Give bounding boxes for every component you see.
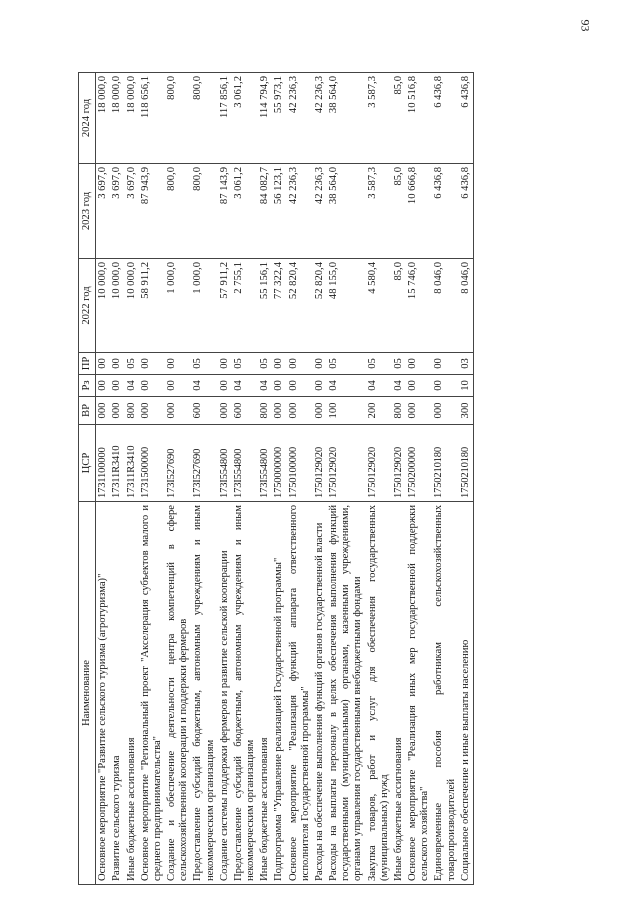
row-csr: 173I527690 [191,425,217,502]
header-vr: ВР [79,397,96,425]
row-pr: 00 [432,353,458,375]
row-name: Создание и обеспечение деятельности центра компетенций в сфере сельскохозяйственной кооперации и поддержки фермеров [165,502,191,885]
row-amount-2024: 55 973,1 [272,73,286,164]
row-rz: 04 [327,375,366,397]
row-pr: 00 [406,353,432,375]
row-vr: 000 [218,397,232,425]
row-amount-2024: 18 000,0 [96,73,111,164]
row-rz: 04 [366,375,392,397]
row-name: Подпрограмма "Управление реализацией Государственной программы" [272,502,286,885]
table-row [232,73,258,885]
row-csr: 1750129020 [366,425,392,502]
row-amount-2024: 6 436,8 [459,73,474,164]
table-row [125,73,139,885]
row-pr: 00 [218,353,232,375]
row-rz: 00 [218,375,232,397]
row-csr: 1750210180 [459,425,474,502]
row-vr: 100 [327,397,366,425]
row-csr: 1750000000 [272,425,286,502]
row-pr: 05 [392,353,406,375]
row-pr: 00 [96,353,111,375]
table-row [366,73,392,885]
row-amount-2023: 84 082,7 [258,164,272,259]
row-amount-2022: 15 746,0 [406,259,432,353]
row-amount-2023: 6 436,8 [432,164,458,259]
row-amount-2023: 87 143,9 [218,164,232,259]
row-amount-2023: 38 564,0 [327,164,366,259]
row-amount-2024: 85,0 [392,73,406,164]
row-amount-2022: 8 046,0 [459,259,474,353]
row-rz: 04 [191,375,217,397]
row-vr: 200 [366,397,392,425]
row-csr: 17311R3410 [125,425,139,502]
row-pr: 00 [165,353,191,375]
row-name: Иные бюджетные ассигнования [258,502,272,885]
row-amount-2022: 52 820,4 [287,259,313,353]
row-pr: 05 [327,353,366,375]
table-row [191,73,217,885]
row-amount-2024: 42 236,3 [313,73,327,164]
row-vr: 000 [313,397,327,425]
row-vr: 000 [139,397,165,425]
row-vr: 800 [392,397,406,425]
row-pr: 00 [139,353,165,375]
row-vr: 600 [191,397,217,425]
row-name: Расходы на обеспечение выполнения функций органов государственной власти [313,502,327,885]
row-csr: 1750129020 [392,425,406,502]
row-csr: 173I527690 [165,425,191,502]
row-name: Основное мероприятие "Развитие сельского туризма (агротуризма)" [96,502,111,885]
row-csr: 1750129020 [327,425,366,502]
row-amount-2023: 42 236,3 [313,164,327,259]
row-name: Единовременные пособия работникам сельскохозяйственных товаропроизводителей [432,502,458,885]
row-csr: 1750210180 [432,425,458,502]
table-row [258,73,272,885]
row-name: Основное мероприятие "Реализация функций аппарата ответственного исполнителя Государственной программы" [287,502,313,885]
row-amount-2022: 85,0 [392,259,406,353]
row-rz: 04 [392,375,406,397]
row-amount-2023: 800,0 [165,164,191,259]
row-rz: 04 [232,375,258,397]
row-amount-2022: 52 820,4 [313,259,327,353]
row-amount-2024: 118 656,1 [139,73,165,164]
row-name: Развитие сельского туризма [110,502,124,885]
row-amount-2023: 3 697,0 [96,164,111,259]
table-row [432,73,458,885]
row-amount-2022: 8 046,0 [432,259,458,353]
row-rz: 00 [110,375,124,397]
row-amount-2023: 10 666,8 [406,164,432,259]
row-amount-2023: 56 123,1 [272,164,286,259]
row-vr: 000 [165,397,191,425]
table-row [459,73,474,885]
row-amount-2022: 48 155,0 [327,259,366,353]
row-amount-2024: 800,0 [165,73,191,164]
row-pr: 05 [191,353,217,375]
row-pr: 05 [366,353,392,375]
row-rz: 00 [139,375,165,397]
row-pr: 00 [287,353,313,375]
row-amount-2024: 18 000,0 [125,73,139,164]
header-2024: 2024 год [79,73,96,164]
row-amount-2022: 58 911,2 [139,259,165,353]
row-csr: 1750100000 [287,425,313,502]
table-row [139,73,165,885]
row-vr: 000 [287,397,313,425]
row-amount-2022: 77 322,4 [272,259,286,353]
row-pr: 05 [258,353,272,375]
row-vr: 000 [96,397,111,425]
row-csr: 1750200000 [406,425,432,502]
table-row [392,73,406,885]
table-header-row [79,73,96,885]
row-amount-2022: 1 000,0 [191,259,217,353]
row-amount-2023: 3 697,0 [110,164,124,259]
row-rz: 00 [287,375,313,397]
row-amount-2022: 55 156,1 [258,259,272,353]
row-rz: 04 [258,375,272,397]
row-name: Закупка товаров, работ и услуг для обеспечения государственных (муниципальных) нужд [366,502,392,885]
row-amount-2023: 3 587,3 [366,164,392,259]
header-csr: ЦСР [79,425,96,502]
row-amount-2022: 4 580,4 [366,259,392,353]
row-pr: 00 [110,353,124,375]
row-amount-2024: 3 587,3 [366,73,392,164]
table-row [313,73,327,885]
header-2022: 2022 год [79,259,96,353]
row-name: Иные бюджетные ассигнования [125,502,139,885]
row-pr: 00 [313,353,327,375]
row-amount-2024: 38 564,0 [327,73,366,164]
row-amount-2023: 6 436,8 [459,164,474,259]
row-amount-2023: 42 236,3 [287,164,313,259]
row-amount-2022: 10 000,0 [110,259,124,353]
row-rz: 00 [272,375,286,397]
row-name: Социальное обеспечение и иные выплаты населению [459,502,474,885]
table-row [110,73,124,885]
row-name: Расходы на выплаты персоналу в целях обеспечения выполнения функций государственными (муниципальными) органами, казенными учреждениями, органами управления государственными внебюджетными фондами [327,502,366,885]
row-amount-2024: 3 061,2 [232,73,258,164]
budget-table [78,72,474,885]
row-vr: 000 [432,397,458,425]
row-vr: 000 [406,397,432,425]
row-rz: 00 [406,375,432,397]
row-vr: 800 [125,397,139,425]
row-amount-2023: 3 697,0 [125,164,139,259]
table-row [406,73,432,885]
table-row [272,73,286,885]
row-amount-2022: 10 000,0 [96,259,111,353]
row-amount-2024: 10 516,8 [406,73,432,164]
row-amount-2024: 42 236,3 [287,73,313,164]
row-vr: 000 [272,397,286,425]
table-row [165,73,191,885]
row-vr: 600 [232,397,258,425]
row-csr: 1731500000 [139,425,165,502]
row-rz: 00 [96,375,111,397]
row-csr: 173I554800 [258,425,272,502]
row-csr: 173I554800 [218,425,232,502]
row-rz: 10 [459,375,474,397]
row-pr: 03 [459,353,474,375]
row-name: Создание системы поддержки фермеров и развитие сельской кооперации [218,502,232,885]
row-pr: 00 [272,353,286,375]
header-pr: ПР [79,353,96,375]
header-rz: Рз [79,375,96,397]
row-csr: 17311R3410 [110,425,124,502]
row-csr: 1750129020 [313,425,327,502]
row-vr: 000 [110,397,124,425]
row-rz: 00 [165,375,191,397]
row-amount-2024: 800,0 [191,73,217,164]
row-amount-2023: 800,0 [191,164,217,259]
table-row [96,73,111,885]
row-name: Предоставление субсидий бюджетным, автономным учреждениям и иным некоммерческим организациям [232,502,258,885]
row-amount-2024: 117 856,1 [218,73,232,164]
table-row [218,73,232,885]
row-vr: 300 [459,397,474,425]
row-rz: 00 [432,375,458,397]
row-name: Предоставление субсидий бюджетным, автономным учреждениям и иным некоммерческим организациям [191,502,217,885]
table-row [287,73,313,885]
row-vr: 800 [258,397,272,425]
row-name: Основное мероприятие "Региональный проект "Акселерация субъектов малого и среднего предпринимательства" [139,502,165,885]
row-name: Основное мероприятие "Реализация иных мер государственной поддержки сельского хозяйства" [406,502,432,885]
row-amount-2023: 87 943,9 [139,164,165,259]
row-amount-2024: 6 436,8 [432,73,458,164]
page-number: 93 [578,19,593,32]
row-amount-2024: 18 000,0 [110,73,124,164]
row-pr: 05 [125,353,139,375]
table-row [327,73,366,885]
row-amount-2023: 85,0 [392,164,406,259]
row-amount-2022: 2 755,1 [232,259,258,353]
row-pr: 05 [232,353,258,375]
row-amount-2023: 3 061,2 [232,164,258,259]
header-2023: 2023 год [79,164,96,259]
row-csr: 173I554800 [232,425,258,502]
row-amount-2022: 10 000,0 [125,259,139,353]
row-name: Иные бюджетные ассигнования [392,502,406,885]
row-csr: 1731100000 [96,425,111,502]
row-rz: 00 [313,375,327,397]
header-name: Наименование [79,502,96,885]
row-amount-2024: 114 794,9 [258,73,272,164]
row-amount-2022: 1 000,0 [165,259,191,353]
row-amount-2022: 57 911,2 [218,259,232,353]
row-rz: 04 [125,375,139,397]
